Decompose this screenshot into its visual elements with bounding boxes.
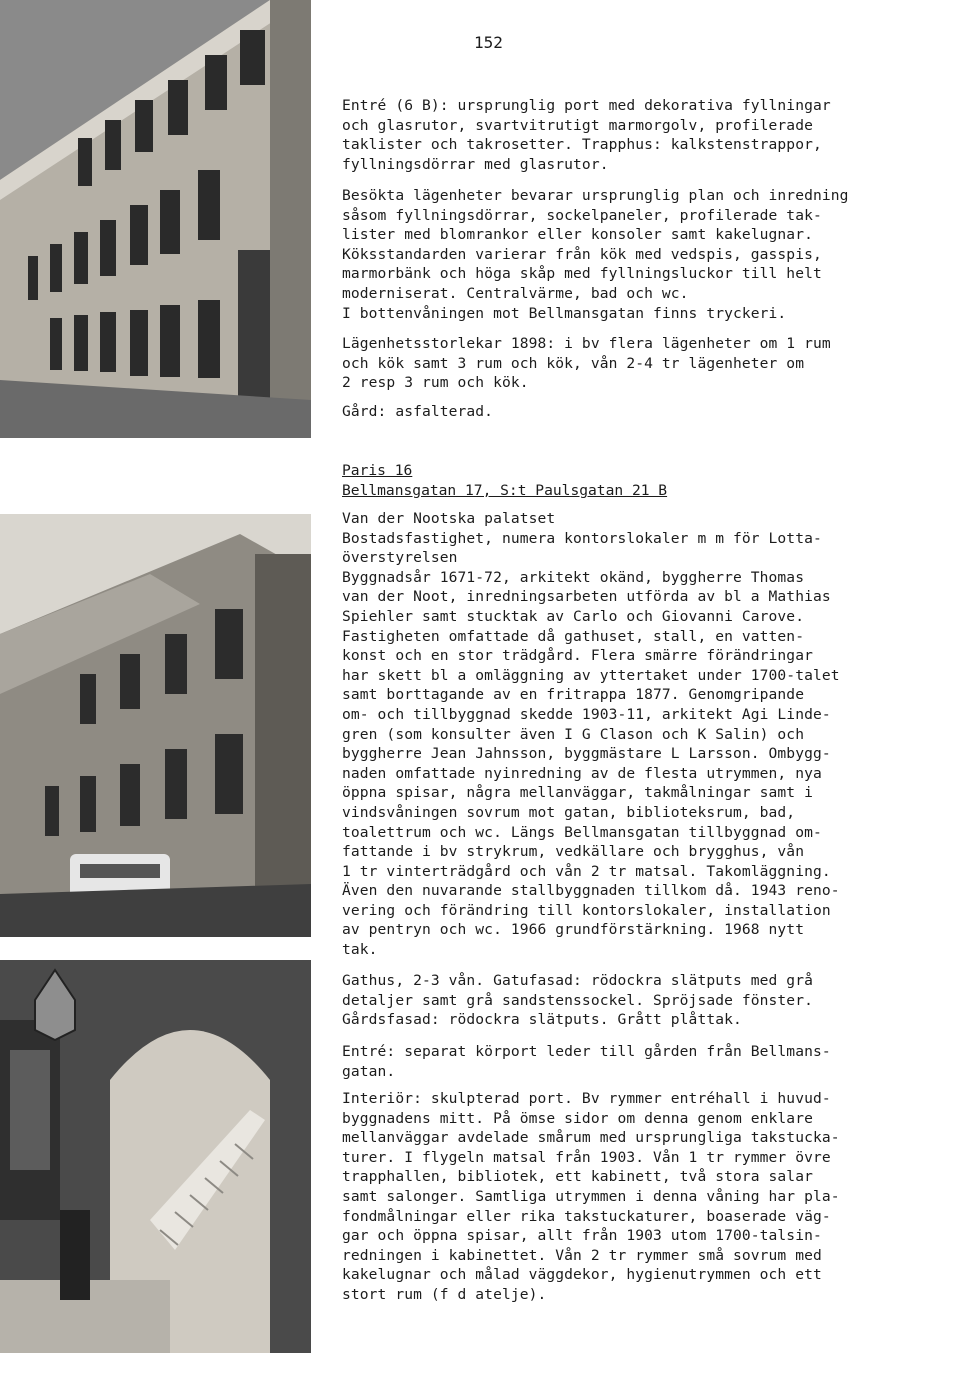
text-line: detaljer samt grå sandstenssockel. Spröjsade fönster. [342, 991, 813, 1009]
text-line: Interiör: skulpterad port. Bv rymmer entréhall i huvud- [342, 1090, 831, 1107]
page-number: 152 [474, 33, 503, 52]
text-line: vindsvåningen sovrum mot gatan, biblioteksrum, bad, [342, 803, 796, 821]
interior-photo [0, 960, 311, 1353]
street-photo [0, 514, 311, 937]
text-line: fyllningsdörrar med glasrutor. [342, 155, 609, 173]
text-line: Entré: separat körport leder till gården från Bellmans- [342, 1043, 831, 1060]
history-paragraph [342, 509, 840, 960]
apartments-paragraph [342, 186, 849, 323]
text-line: van der Noot, inredningsarbeten utförda av bl a Mathias [342, 588, 831, 606]
text-line: samt borttagande av en fritrappa 1877. Genomgripande [342, 686, 805, 704]
property-address: Bellmansgatan 17, S:t Paulsgatan 21 B [342, 482, 668, 499]
text-line: gar och öppna spisar, allt från 1903 utom 1700-talsin- [342, 1227, 822, 1245]
text-line: om- och tillbyggnad skedde 1903-11, arkitekt Agi Linde- [342, 705, 831, 723]
text-line: Gårdsfasad: rödockra slätputs. Grått plåttak. [342, 1011, 742, 1029]
text-line: fattande i bv strykrum, vedkällare och brygghus, vån [342, 843, 805, 861]
text-line: har skett bl a omläggning av yttertaket under 1700-talet [342, 666, 840, 684]
property-name: Paris 16 [342, 462, 413, 479]
text-line: lister med blomrankor eller konsoler samt kakelugnar. [342, 226, 813, 244]
text-line: Entré (6 B): ursprunglig port med dekorativa fyllningar [342, 97, 831, 114]
text-line: taklister och takrosetter. Trapphus: kalkstenstrappor, [342, 136, 822, 154]
text-line: Fastigheten omfattade då gathuset, stall, en vatten- [342, 627, 805, 645]
text-line: marmorbänk och höga skåp med fyllningsluckor till helt [342, 265, 822, 283]
text-line: och glasrutor, svartvitrutigt marmorgolv, profilerade [342, 116, 813, 134]
text-line: toalettrum och wc. Längs Bellmansgatan tillbyggnad om- [342, 823, 822, 841]
entre-paragraph [342, 96, 831, 174]
text-line: gren (som konsulter även I G Clason och K Salin) och [342, 725, 805, 743]
text-line: gatan. [342, 1062, 396, 1080]
text-line: Van der Nootska palatset [342, 510, 556, 527]
text-line: Byggnadsår 1671-72, arkitekt okänd, byggherre Thomas [342, 568, 805, 586]
text-line: överstyrelsen [342, 549, 458, 567]
text-line: I bottenvåningen mot Bellmansgatan finns tryckeri. [342, 304, 787, 322]
yard-paragraph [342, 402, 493, 422]
facade-paragraph [342, 971, 813, 1030]
text-line: 2 resp 3 rum och kök. [342, 374, 529, 392]
text-line: trapphallen, bibliotek, ett kabinett, två stora salar [342, 1168, 813, 1186]
text-line: tak. [342, 941, 378, 959]
palace-street-photo-icon [0, 514, 311, 937]
text-line: byggherre Jean Jahnsson, byggmästare L Larsson. Ombygg- [342, 745, 831, 763]
text-line: Även den nuvarande stallbyggnaden tillkom då. 1943 reno- [342, 882, 840, 900]
property-heading [342, 461, 667, 501]
text-line: vering och förändring till kontorslokaler, installation [342, 901, 831, 919]
text-line: såsom fyllningsdörrar, sockelpaneler, profilerade tak- [342, 206, 822, 224]
text-line: moderniserat. Centralvärme, bad och wc. [342, 284, 689, 302]
text-line: naden omfattade nyinredning av de flesta utrymmen, nya [342, 764, 822, 782]
text-line: stort rum (f d atelje). [342, 1285, 547, 1303]
entrance-hall-stair-photo-icon [0, 960, 311, 1353]
text-line: Köksstandarden varierar från kök med vedspis, gasspis, [342, 245, 822, 263]
text-line: Gård: asfalterad. [342, 403, 494, 420]
text-line: turer. I flygeln matsal från 1903. Vån 1 tr rymmer övre [342, 1148, 831, 1166]
apartment-sizes-paragraph [342, 334, 831, 393]
facade-photo [0, 0, 311, 438]
text-line: mellanväggar avdelade smårum med ursprungliga takstucka- [342, 1129, 840, 1147]
text-line: redningen i kabinettet. Vån 2 tr rymmer små sovrum med [342, 1246, 822, 1264]
text-line: 1 tr vinterträdgård och vån 2 tr matsal. Takomläggning. [342, 862, 831, 880]
text-line: byggnadens mitt. På ömse sidor om denna genom enklare [342, 1109, 813, 1127]
text-line: Besökta lägenheter bevarar ursprunglig plan och inredning [342, 187, 849, 204]
text-line: samt salonger. Samtliga utrymmen i denna våning har pla- [342, 1187, 840, 1205]
text-line: Spiehler samt stucktak av Carlo och Giovanni Carove. [342, 607, 805, 625]
text-line: fondmålningar eller rika takstuckaturer, boaserade väg- [342, 1207, 831, 1225]
text-line: konst och en stor trädgård. Flera smärre förändringar [342, 647, 813, 665]
text-line: Gathus, 2-3 vån. Gatufasad: rödockra slätputs med grå [342, 972, 813, 989]
text-line: Lägenhetsstorlekar 1898: i bv flera lägenheter om 1 rum [342, 335, 831, 352]
text-line: Bostadsfastighet, numera kontorslokaler m m för Lotta- [342, 529, 822, 547]
text-line: och kök samt 3 rum och kök, vån 2-4 tr lägenheter om [342, 354, 805, 372]
text-line: öppna spisar, några mellanväggar, takmålningar samt i [342, 784, 813, 802]
building-facade-photo-icon [0, 0, 311, 438]
text-line: av pentryn och wc. 1966 grundförstärkning. 1968 nytt [342, 921, 805, 939]
entrance-paragraph [342, 1042, 831, 1081]
interior-paragraph [342, 1089, 840, 1305]
text-line: kakelugnar och målad väggdekor, hygienutrymmen och ett [342, 1266, 822, 1284]
